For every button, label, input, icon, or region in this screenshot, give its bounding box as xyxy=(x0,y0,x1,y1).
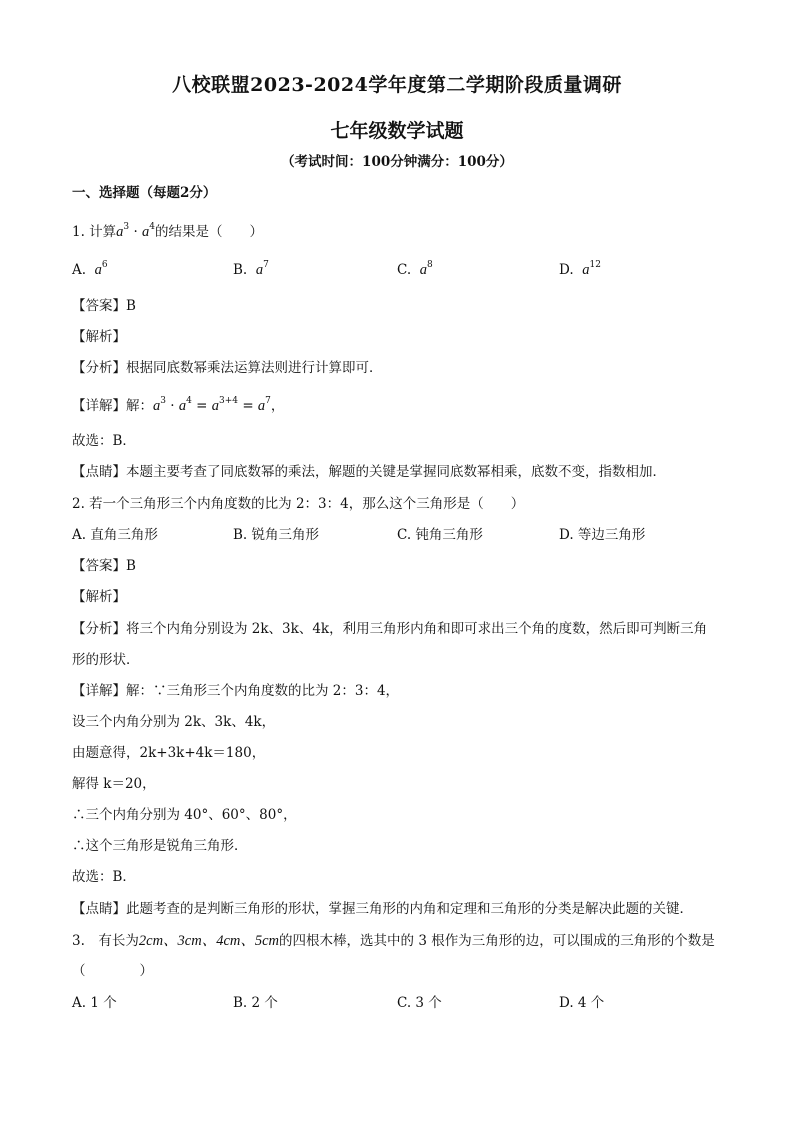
dianjing-tag: 【点睛】 xyxy=(72,464,126,480)
detail-text: 解：∵三角形三个内角度数的比为 2：3：4， xyxy=(126,683,400,699)
detail-base: a xyxy=(257,398,266,414)
detail-tag: 【详解】 xyxy=(72,683,126,699)
detail-base: a xyxy=(153,398,161,414)
q2-answer: 【答案】B xyxy=(72,558,136,574)
detail-exp-sum: 3+4 xyxy=(219,396,239,406)
option-label: A. xyxy=(72,262,87,278)
detail-equals: = xyxy=(242,398,254,414)
q1-stem xyxy=(72,222,263,242)
q1-option-d xyxy=(559,260,601,280)
q1-exp-1: 3 xyxy=(123,222,130,232)
detail-exp: 4 xyxy=(186,396,192,406)
q2-detail xyxy=(72,681,399,701)
q1-option-b xyxy=(233,260,269,280)
detail-result-exp: 7 xyxy=(265,396,271,406)
dianjing-text: 此题考查的是判断三角形的形状，掌握三角形的内角和定理和三角形的分类是解决此题的关键． xyxy=(126,901,693,917)
q2-dianjing xyxy=(72,899,693,919)
q2-detail-line: 设三个内角分别为 2k、3k、4k， xyxy=(72,714,276,730)
q1-dot: · xyxy=(133,224,138,240)
q1-detail xyxy=(72,396,284,416)
exam-info: （考试时间：100分钟满分：100分） xyxy=(281,154,513,170)
q1-analysis-heading: 【解析】 xyxy=(72,329,126,345)
option-exp: 8 xyxy=(426,260,433,270)
q2-stem: 2. 若一个三角形三个内角度数的比为 2：3：4，那么这个三角形是（ ） xyxy=(72,496,525,512)
option-label: D. xyxy=(559,262,574,278)
section-heading: 一、选择题（每题2分） xyxy=(72,185,217,201)
q2-detail-line: 由题意得，2k+3k+4k＝180， xyxy=(72,745,266,761)
q3-option-c: C. 3 个 xyxy=(397,995,442,1011)
q3-stem-cont: （ ） xyxy=(72,963,153,979)
fenxi-tag: 【分析】 xyxy=(72,360,126,376)
option-base: a xyxy=(94,262,102,278)
q3-stem-suffix: 的四根木棒，选其中的 3 根作为三角形的边，可以围成的三角形的个数是 xyxy=(279,933,715,949)
q3-option-b: B. 2 个 xyxy=(233,995,278,1011)
q2-option-a: A. 直角三角形 xyxy=(72,527,158,543)
fenxi-text: 将三个内角分别设为 2k、3k、4k，利用三角形内角和即可求出三个角的度数，然后即可判断三角 xyxy=(126,621,708,637)
q2-analysis-heading: 【解析】 xyxy=(72,589,126,605)
dianjing-tag: 【点睛】 xyxy=(72,901,126,917)
q2-option-b: B. 锐角三角形 xyxy=(233,527,320,543)
q2-detail-line: 解得 k＝20， xyxy=(72,776,156,792)
q3-stem xyxy=(72,931,715,951)
fenxi-text: 根据同底数幂乘法运算法则进行计算即可． xyxy=(126,360,383,376)
q3-option-a: A. 1 个 xyxy=(72,995,117,1011)
q2-option-d: D. 等边三角形 xyxy=(559,527,646,543)
exam-title: 八校联盟2023-2024学年度第二学期阶段质量调研 xyxy=(172,74,622,96)
option-label: B. xyxy=(233,262,248,278)
detail-tag: 【详解】 xyxy=(72,398,126,414)
q2-fenxi-cont: 形的形状． xyxy=(72,652,140,668)
q1-option-a xyxy=(72,260,108,280)
q1-dianjing xyxy=(72,462,666,482)
q2-detail-line: ∴三个内角分别为 40°、60°、80°， xyxy=(72,807,297,823)
q1-base-2: a xyxy=(142,224,150,240)
q2-detail-line: ∴这个三角形是锐角三角形． xyxy=(72,838,248,854)
dianjing-text: 本题主要考查了同底数幂的乘法，解题的关键是掌握同底数幂相乘，底数不变，指数相加． xyxy=(126,464,666,480)
q3-option-d: D. 4 个 xyxy=(559,995,605,1011)
q1-choose: 故选：B． xyxy=(72,433,136,449)
detail-comma: ， xyxy=(270,398,285,414)
q1-fenxi xyxy=(72,358,383,378)
q2-fenxi xyxy=(72,619,707,639)
detail-base: a xyxy=(211,398,220,414)
q2-choose: 故选：B． xyxy=(72,869,136,885)
q1-option-c xyxy=(397,260,433,280)
option-exp: 6 xyxy=(101,260,108,270)
detail-exp: 3 xyxy=(160,396,166,406)
q1-answer: 【答案】B xyxy=(72,298,136,314)
detail-equals: = xyxy=(196,398,208,414)
option-base: a xyxy=(582,262,590,278)
q1-base-1: a xyxy=(116,224,124,240)
q1-stem-suffix: 的结果是（ ） xyxy=(155,224,264,240)
detail-prefix: 解： xyxy=(126,398,153,414)
q3-lengths: 2cm、3cm、4cm、5cm xyxy=(138,933,280,949)
option-exp: 7 xyxy=(263,260,269,270)
q1-stem-prefix: 1. 计算 xyxy=(72,224,117,240)
q1-exp-2: 4 xyxy=(149,222,156,232)
option-base: a xyxy=(255,262,264,278)
option-label: C. xyxy=(397,262,412,278)
option-base: a xyxy=(419,262,427,278)
q3-stem-prefix: 3. 有长为 xyxy=(72,933,139,949)
q2-option-c: C. 钝角三角形 xyxy=(397,527,483,543)
detail-dot: · xyxy=(170,398,175,414)
detail-base: a xyxy=(178,398,187,414)
exam-subtitle: 七年级数学试题 xyxy=(330,120,464,142)
fenxi-tag: 【分析】 xyxy=(72,621,126,637)
option-exp: 12 xyxy=(589,260,601,270)
